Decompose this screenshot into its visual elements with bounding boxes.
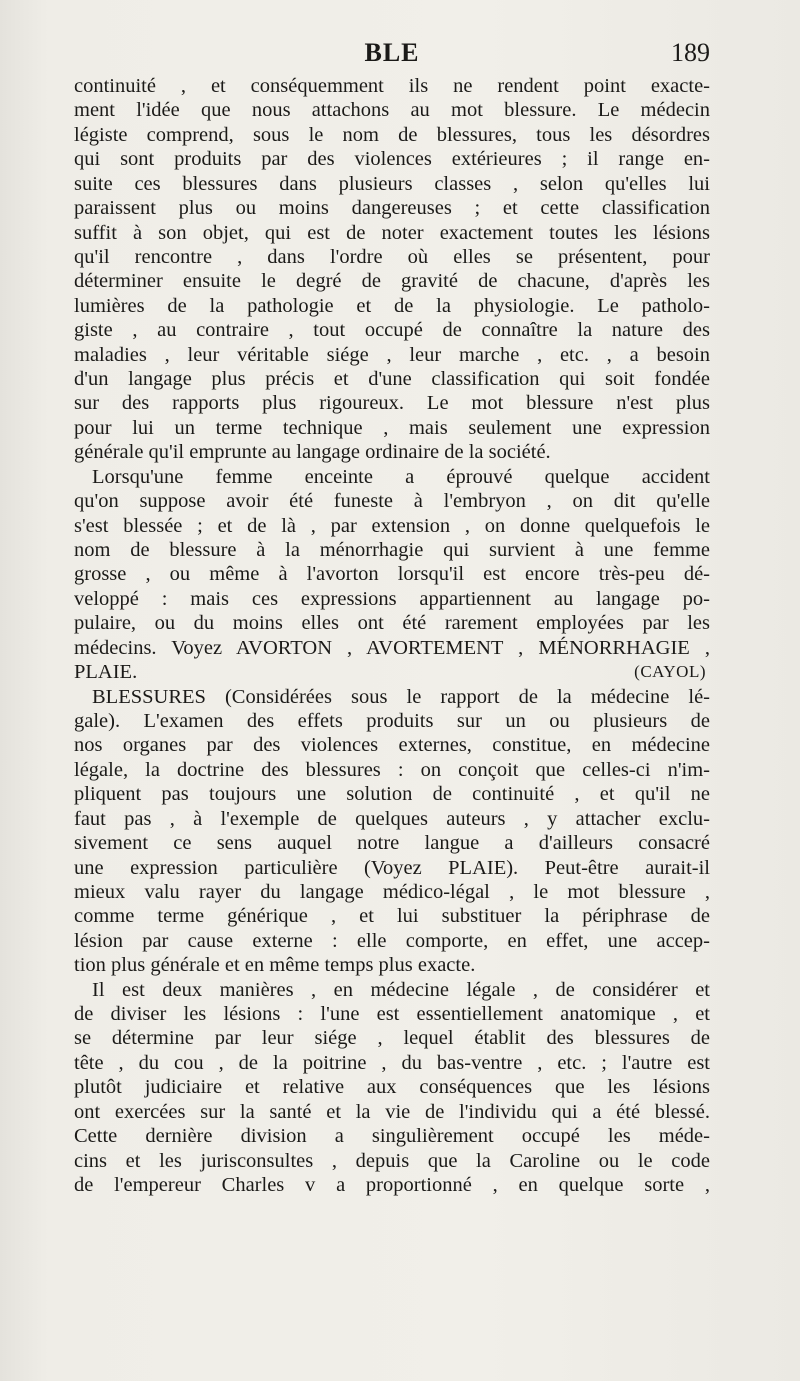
- author-signature: (CAYOL): [634, 662, 706, 682]
- text-line-2: ment l'idée que nous attachons au mot blessure. Le médecin: [74, 99, 710, 122]
- header-title: BLE: [364, 38, 420, 67]
- text-line-9: déterminer ensuite le degré de gravité de chacune, d'après les: [74, 270, 710, 293]
- text-line-43: ont exercées sur la santé et la vie de l'individu qui a été blessé.: [74, 1100, 710, 1123]
- text-line-36: lésion par cause externe : elle comporte, en effet, une accep-: [74, 929, 710, 952]
- page-body: [74, 74, 710, 1197]
- text-line-37: tion plus générale et en même temps plus exacte.: [74, 954, 476, 977]
- text-line-39: de diviser les lésions : l'une est essentiellement anatomique , et: [74, 1003, 710, 1026]
- text-line-29: légale, la doctrine des blessures : on conçoit que celles-ci n'im-: [74, 758, 710, 781]
- text-line-18: qu'on suppose avoir été funeste à l'embryon , on dit qu'elle: [74, 490, 710, 513]
- text-line-46: de l'empereur Charles v a proportionné , en quelque sorte ,: [74, 1173, 710, 1196]
- text-line-34: mieux valu rayer du langage médico-légal , le mot blessure ,: [74, 880, 710, 903]
- text-line-15: pour lui un terme technique , mais seulement une expression: [74, 416, 710, 439]
- text-line-17: Lorsqu'une femme enceinte a éprouvé quelque accident: [92, 465, 710, 488]
- text-line-6: paraissent plus ou moins dangereuses ; et cette classification: [74, 197, 710, 220]
- text-line-26: BLESSURES (Considérées sous le rapport de la médecine lé-: [92, 685, 710, 708]
- text-line-44: Cette dernière division a singulièrement occupé les méde-: [74, 1125, 710, 1148]
- text-line-30: pliquent pas toujours une solution de continuité , et qu'il ne: [74, 783, 710, 806]
- text-line-7: suffit à son objet, qui est de noter exactement toutes les lésions: [74, 221, 710, 244]
- text-line-21: grosse , ou même à l'avorton lorsqu'il est encore très-peu dé-: [74, 563, 710, 586]
- text-line-3: légiste comprend, sous le nom de blessures, tous les désordres: [74, 123, 710, 146]
- text-line-27: gale). L'examen des effets produits sur un ou plusieurs de: [74, 709, 710, 732]
- text-line-35: comme terme générique , et lui substituer la périphrase de: [74, 905, 710, 928]
- text-line-33: une expression particulière (Voyez PLAIE). Peut-être aurait-il: [74, 856, 710, 879]
- text-line-11: giste , au contraire , tout occupé de connaître la nature des: [74, 319, 710, 342]
- text-line-24: médecins. Voyez AVORTON , AVORTEMENT , MÉNORRHAGIE ,: [74, 636, 710, 659]
- text-line-10: lumières de la pathologie et de la physiologie. Le patholo-: [74, 294, 710, 317]
- text-line-32: sivement ce sens auquel notre langue a d'ailleurs consacré: [74, 832, 710, 855]
- text-line-41: tête , du cou , de la poitrine , du bas-ventre , etc. ; l'autre est: [74, 1051, 710, 1074]
- text-line-45: cins et les jurisconsultes , depuis que la Caroline ou le code: [74, 1149, 710, 1172]
- page-number: 189: [671, 38, 710, 67]
- text-line-16: générale qu'il emprunte au langage ordinaire de la société.: [74, 441, 551, 464]
- text-line-1: continuité , et conséquemment ils ne rendent point exacte-: [74, 75, 710, 97]
- text-line-20: nom de blessure à la ménorrhagie qui survient à une femme: [74, 539, 710, 562]
- text-line-8: qu'il rencontre , dans l'ordre où elles se présentent, pour: [74, 245, 710, 268]
- text-line-25: [74, 660, 710, 684]
- running-header: [74, 38, 710, 72]
- text-line-40: se détermine par leur siége , lequel établit des blessures de: [74, 1027, 710, 1050]
- text-line-14: sur des rapports plus rigoureux. Le mot blessure n'est plus: [74, 392, 710, 415]
- text-line-13: d'un langage plus précis et d'une classification qui soit fondée: [74, 368, 710, 391]
- text-line-5: suite ces blessures dans plusieurs classes , selon qu'elles lui: [74, 172, 710, 195]
- text-line-12: maladies , leur véritable siége , leur marche , etc. , a besoin: [74, 343, 710, 366]
- line-25-text: PLAIE.: [74, 661, 138, 684]
- text-line-22: veloppé : mais ces expressions appartiennent au langage po-: [74, 587, 710, 610]
- text-line-31: faut pas , à l'exemple de quelques auteurs , y attacher exclu-: [74, 807, 710, 830]
- text-line-4: qui sont produits par des violences extérieures ; il range en-: [74, 148, 710, 171]
- text-line-38: Il est deux manières , en médecine légale , de considérer et: [92, 978, 710, 1001]
- text-line-28: nos organes par des violences externes, constitue, en médecine: [74, 734, 710, 757]
- text-line-23: pulaire, ou du moins elles ont été rarement employées par les: [74, 612, 710, 635]
- text-line-42: plutôt judiciaire et relative aux conséquences que les lésions: [74, 1076, 710, 1099]
- text-line-19: s'est blessée ; et de là , par extension , on donne quelquefois le: [74, 514, 710, 537]
